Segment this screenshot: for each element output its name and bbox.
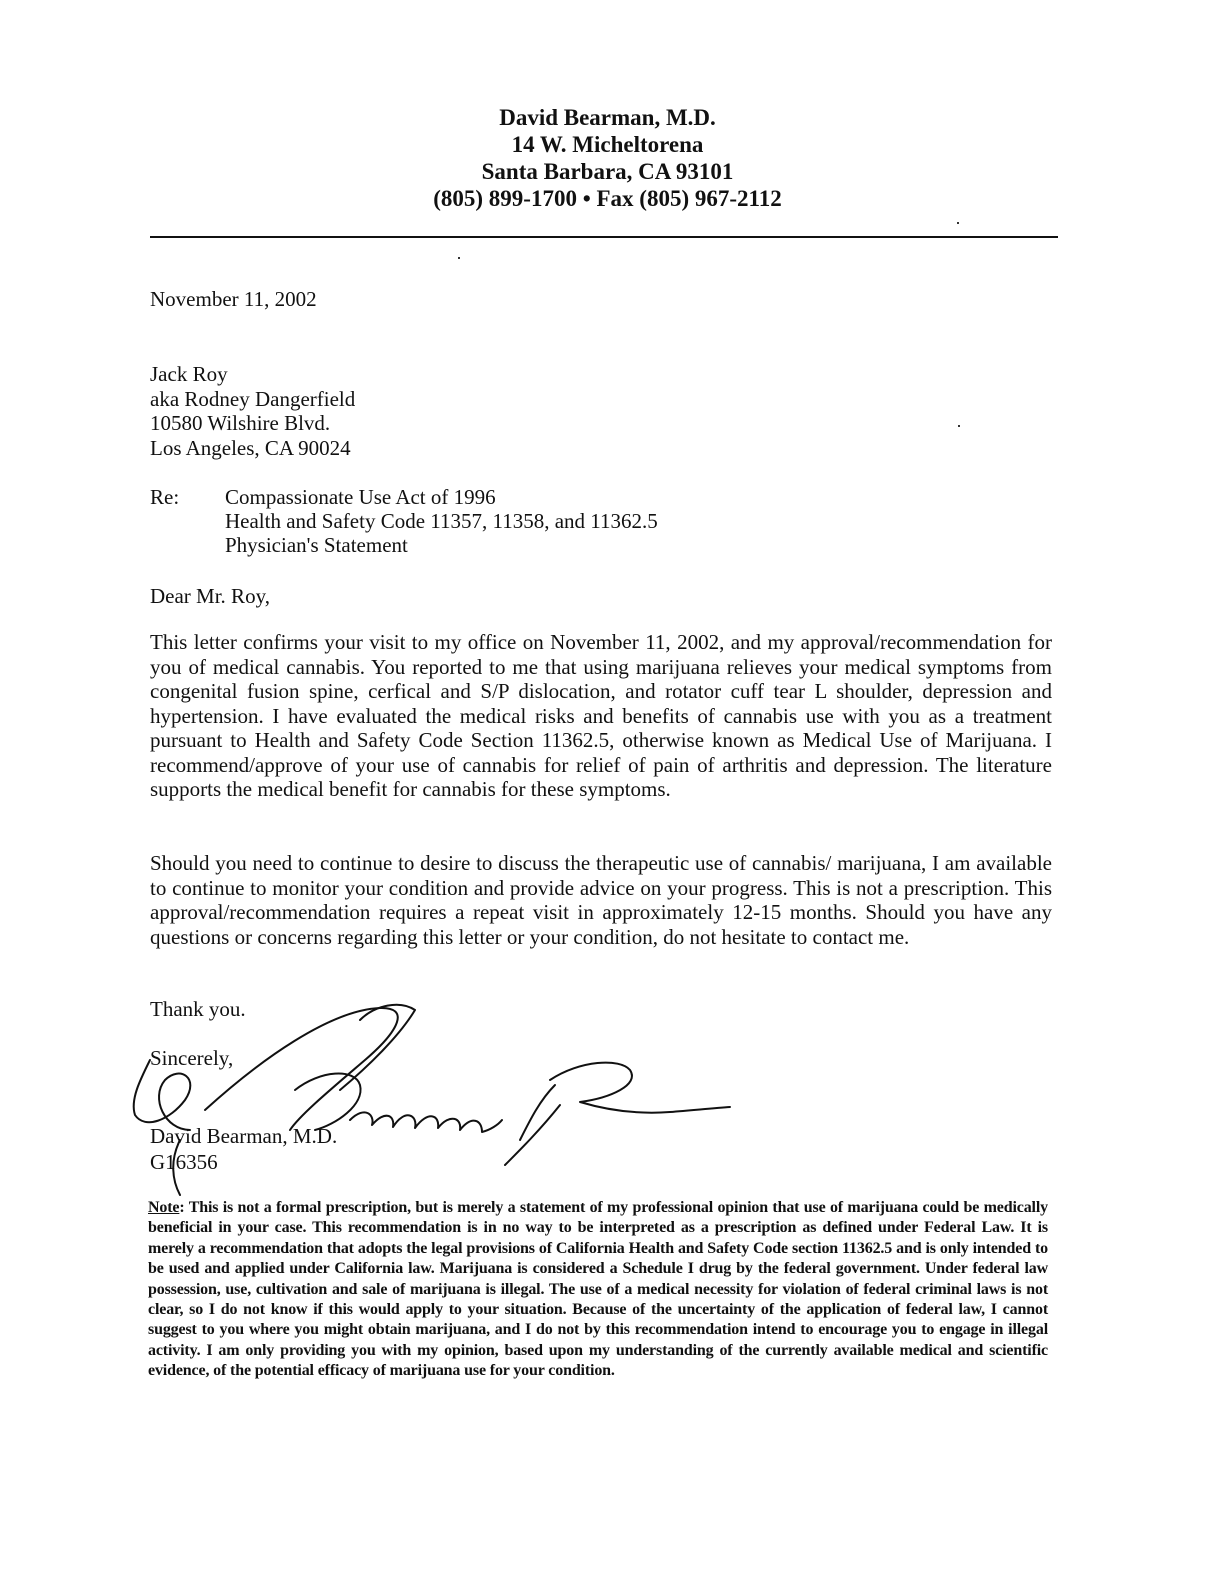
legal-disclaimer-note: [148, 1198, 1048, 1382]
letter-date: November 11, 2002: [150, 287, 317, 311]
note-label: Note: [148, 1199, 180, 1216]
city-state-zip: Santa Barbara, CA 93101: [481, 159, 734, 184]
handwritten-signature: [110, 990, 750, 1210]
subject-line: Physician's Statement: [225, 533, 408, 557]
recipient-address: [150, 362, 1052, 460]
note-text: : This is not a formal prescription, but is merely a statement of my professional opinion that use of marijuana could be medically beneficial in your case. This recommendation is in no way to be interpreted as a prescription as defined under Federal Law. It is merely a recommendation that adopts the legal provisions of California Health and Safety Code section 11362.5 and is only intended to be used and applied under California law. Marijuana is considered a Schedule I drug by the federal government. Under federal law possession, use, cultivation and sale of marijuana is illegal. The use of a medical necessity for violation of federal criminal laws is not clear, so I do not know if this would apply to your situation. Because of the uncertainty of the application of federal law, I cannot suggest to you where you might obtain marijuana, and I do not by this recommendation intend to encourage you to engage in illegal activity. I am only providing you with my opinion, based upon my understanding of the currently available medical and scientific evidence, of the potential efficacy of marijuana use for your condition.: [148, 1199, 1048, 1380]
body-paragraph: This letter confirms your visit to my office on November 11, 2002, and my approval/recommendation for you of medical cannabis. You reported to me that using marijuana relieves your medical symptoms from congenital fusion spine, cerfical and S/P dislocation, and rotator cuff tear L shoulder, depression and hypertension. I have evaluated the medical risks and benefits of cannabis use with you as a treatment pursuant to Health and Safety Code Section 11362.5, otherwise known as Medical Use of Marijuana. I recommend/approve of your use of cannabis for relief of pain of arthritis and depression. The literature supports the medical benefit for cannabis for these symptoms.: [150, 630, 1052, 801]
recipient-alias: aka Rodney Dangerfield: [150, 386, 356, 411]
physician-name: David Bearman, M.D.: [499, 105, 716, 130]
letterhead-divider: [150, 236, 1058, 238]
scan-speck: [957, 222, 959, 224]
closing-line: Thank you.: [150, 997, 246, 1021]
complimentary-close: Sincerely,: [150, 1046, 234, 1070]
street-address: 14 W. Micheltorena: [511, 132, 704, 157]
recipient-street: 10580 Wilshire Blvd.: [150, 411, 331, 435]
subject-lines: [225, 485, 925, 557]
letterhead: [0, 104, 1215, 212]
subject-label: Re:: [150, 485, 180, 509]
license-number: G16356: [150, 1150, 218, 1174]
scan-speck: [458, 257, 460, 259]
subject-line: Compassionate Use Act of 1996: [225, 485, 496, 509]
body-paragraph: Should you need to continue to desire to discuss the therapeutic use of cannabis/ marijuana, I am available to continue to monitor your condition and provide advice on your progress. This is not a prescription. This approval/recommendation requires a repeat visit in approximately 12-15 months. Should you have any questions or concerns regarding this letter or your condition, do not hesitate to contact me.: [150, 851, 1052, 949]
signer-name: David Bearman, M.D.: [150, 1124, 338, 1148]
recipient-name: Jack Roy: [150, 362, 228, 386]
subject-line: Health and Safety Code 11357, 11358, and 11362.5: [225, 509, 658, 533]
recipient-city: Los Angeles, CA 90024: [150, 435, 351, 460]
phone-fax: (805) 899-1700 • Fax (805) 967-2112: [433, 186, 782, 211]
salutation: Dear Mr. Roy,: [150, 584, 270, 608]
